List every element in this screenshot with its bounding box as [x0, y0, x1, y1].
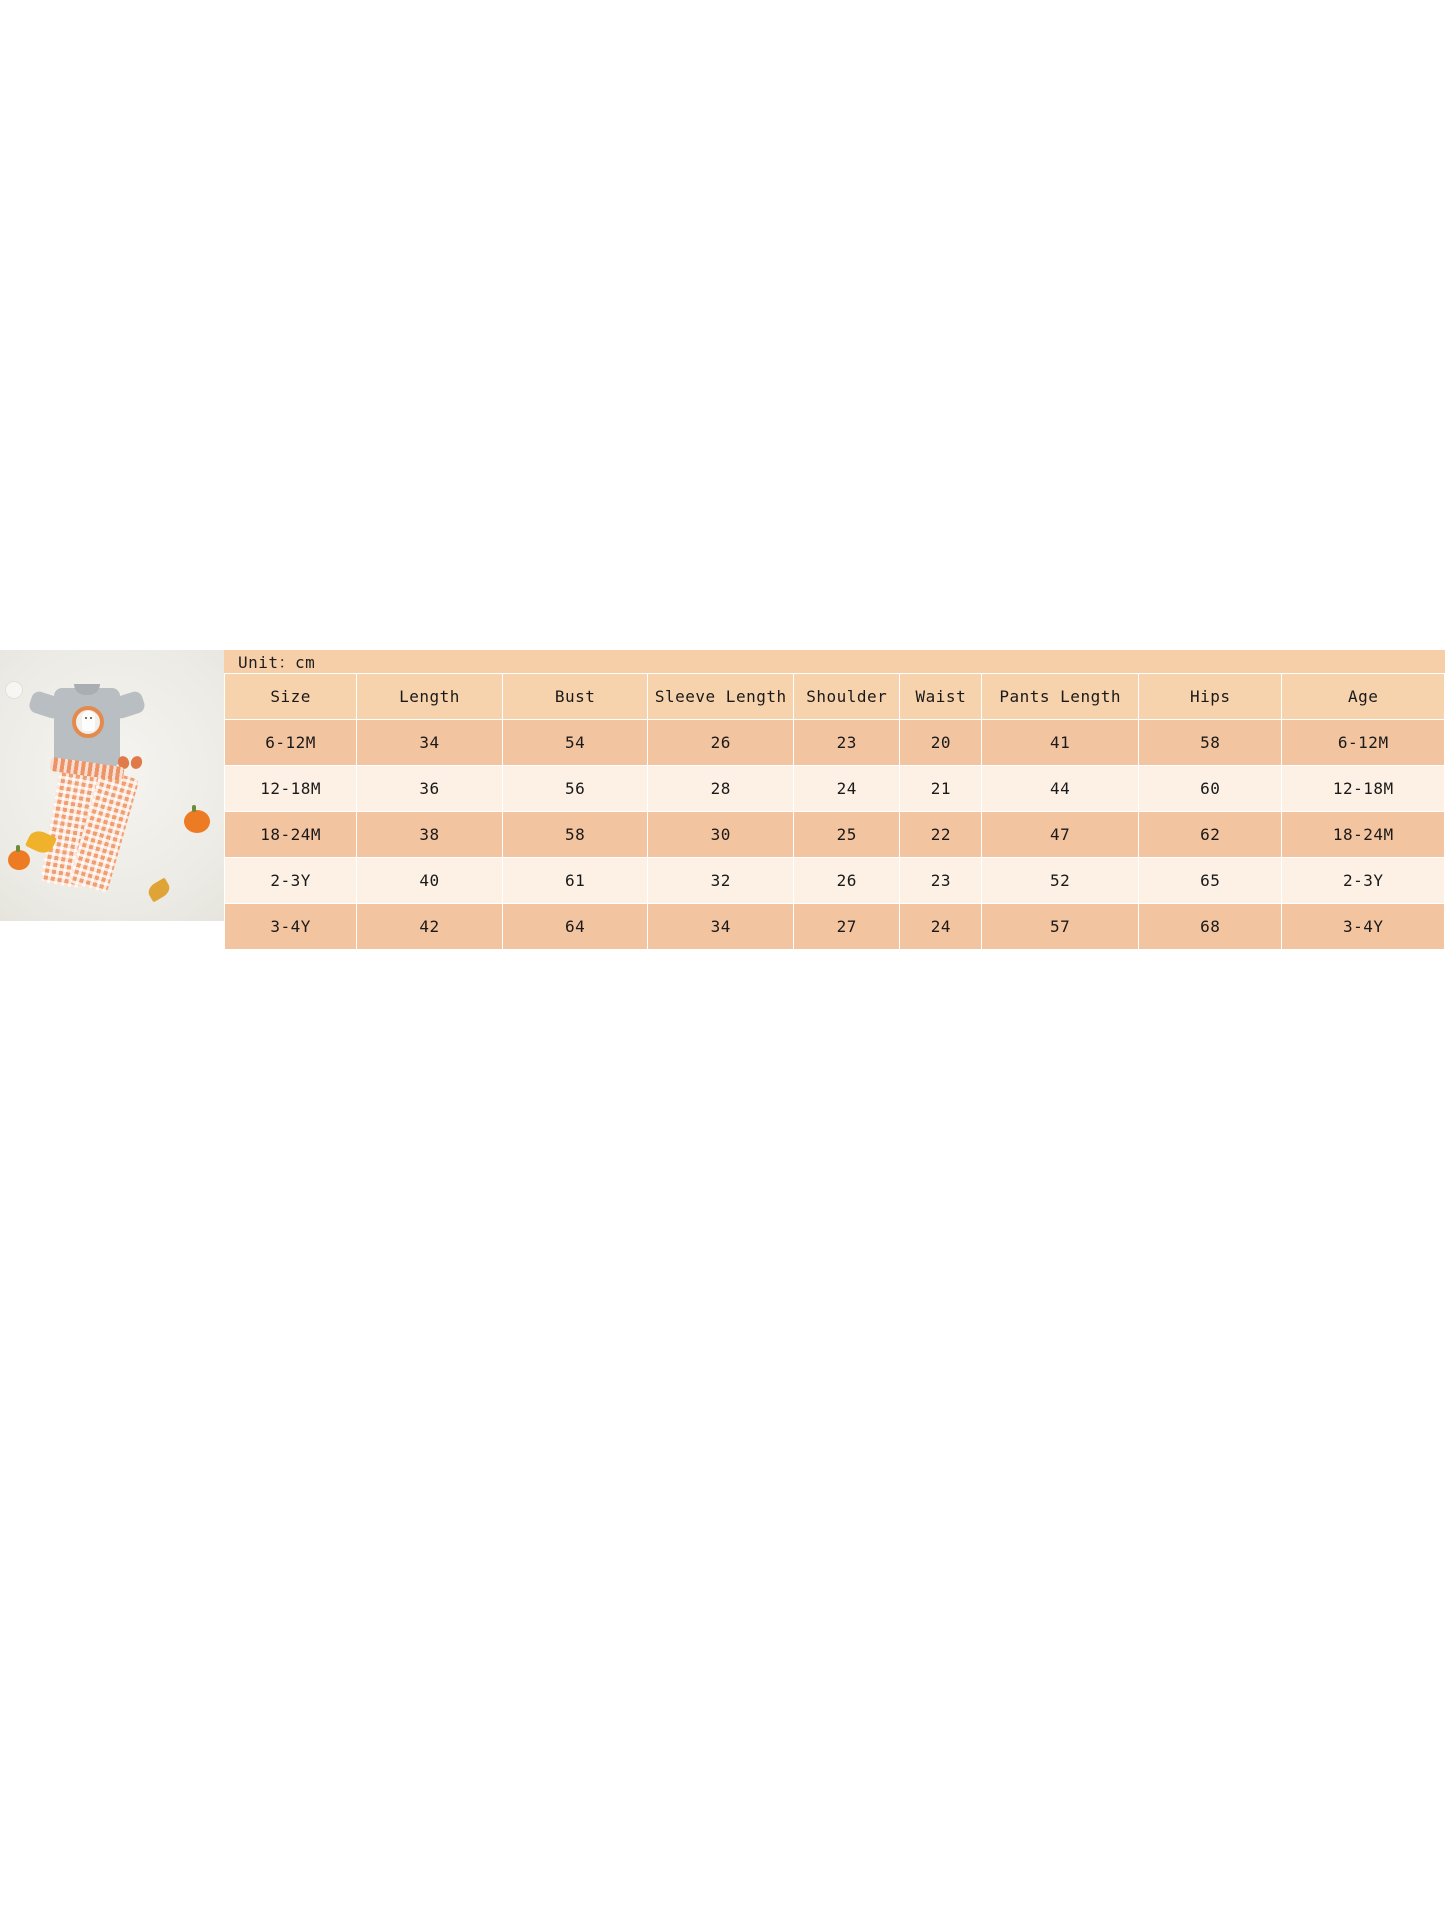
- cell-shoulder: 24: [794, 766, 900, 812]
- cell-age: 6-12M: [1282, 720, 1445, 766]
- column-header-age: Age: [1282, 674, 1445, 720]
- cell-age: 18-24M: [1282, 812, 1445, 858]
- cell-size: 2-3Y: [225, 858, 357, 904]
- product-photo: [0, 650, 224, 921]
- cell-age: 2-3Y: [1282, 858, 1445, 904]
- cell-hips: 68: [1139, 904, 1282, 950]
- table-row: [225, 812, 1445, 858]
- cell-waist: 23: [900, 858, 982, 904]
- cell-length: 42: [357, 904, 503, 950]
- table-row: [225, 858, 1445, 904]
- cell-length: 36: [357, 766, 503, 812]
- ghost-icon: [82, 711, 95, 731]
- cell-bust: 54: [502, 720, 648, 766]
- cell-sleeve: 30: [648, 812, 794, 858]
- cell-shoulder: 27: [794, 904, 900, 950]
- column-header-hips: Hips: [1139, 674, 1282, 720]
- cell-pants-length: 44: [982, 766, 1139, 812]
- cell-age: 12-18M: [1282, 766, 1445, 812]
- cell-hips: 58: [1139, 720, 1282, 766]
- cell-length: 34: [357, 720, 503, 766]
- cell-sleeve: 32: [648, 858, 794, 904]
- column-header-bust: Bust: [502, 674, 648, 720]
- cell-sleeve: 26: [648, 720, 794, 766]
- cell-length: 38: [357, 812, 503, 858]
- cell-waist: 22: [900, 812, 982, 858]
- pumpkin-icon: [184, 810, 210, 833]
- column-header-sleeve-length: Sleeve Length: [648, 674, 794, 720]
- cell-shoulder: 25: [794, 812, 900, 858]
- cell-waist: 20: [900, 720, 982, 766]
- cell-waist: 21: [900, 766, 982, 812]
- cell-pants-length: 47: [982, 812, 1139, 858]
- cell-size: 3-4Y: [225, 904, 357, 950]
- pumpkin-icon-2: [8, 850, 30, 870]
- cell-pants-length: 57: [982, 904, 1139, 950]
- cell-bust: 64: [502, 904, 648, 950]
- cell-age: 3-4Y: [1282, 904, 1445, 950]
- cell-size: 12-18M: [225, 766, 357, 812]
- size-chart-block: [0, 650, 1445, 936]
- cell-hips: 65: [1139, 858, 1282, 904]
- column-header-length: Length: [357, 674, 503, 720]
- size-table: [224, 673, 1445, 950]
- cell-shoulder: 26: [794, 858, 900, 904]
- size-table-container: [224, 650, 1445, 936]
- cell-length: 40: [357, 858, 503, 904]
- cell-hips: 62: [1139, 812, 1282, 858]
- column-header-size: Size: [225, 674, 357, 720]
- plaid-pants-graphic: [48, 762, 144, 892]
- cell-size: 6-12M: [225, 720, 357, 766]
- column-header-waist: Waist: [900, 674, 982, 720]
- table-row: [225, 904, 1445, 950]
- cell-sleeve: 34: [648, 904, 794, 950]
- cell-bust: 58: [502, 812, 648, 858]
- cell-pants-length: 41: [982, 720, 1139, 766]
- column-header-shoulder: Shoulder: [794, 674, 900, 720]
- unit-label: Unit：cm: [224, 650, 1445, 673]
- table-row: [225, 720, 1445, 766]
- decor-white-berry-icon: [6, 682, 22, 698]
- cell-bust: 56: [502, 766, 648, 812]
- cell-shoulder: 23: [794, 720, 900, 766]
- cell-waist: 24: [900, 904, 982, 950]
- cell-bust: 61: [502, 858, 648, 904]
- cell-pants-length: 52: [982, 858, 1139, 904]
- table-header-row: [225, 674, 1445, 720]
- column-header-pants-length: Pants Length: [982, 674, 1139, 720]
- cell-size: 18-24M: [225, 812, 357, 858]
- table-row: [225, 766, 1445, 812]
- cell-hips: 60: [1139, 766, 1282, 812]
- cell-sleeve: 28: [648, 766, 794, 812]
